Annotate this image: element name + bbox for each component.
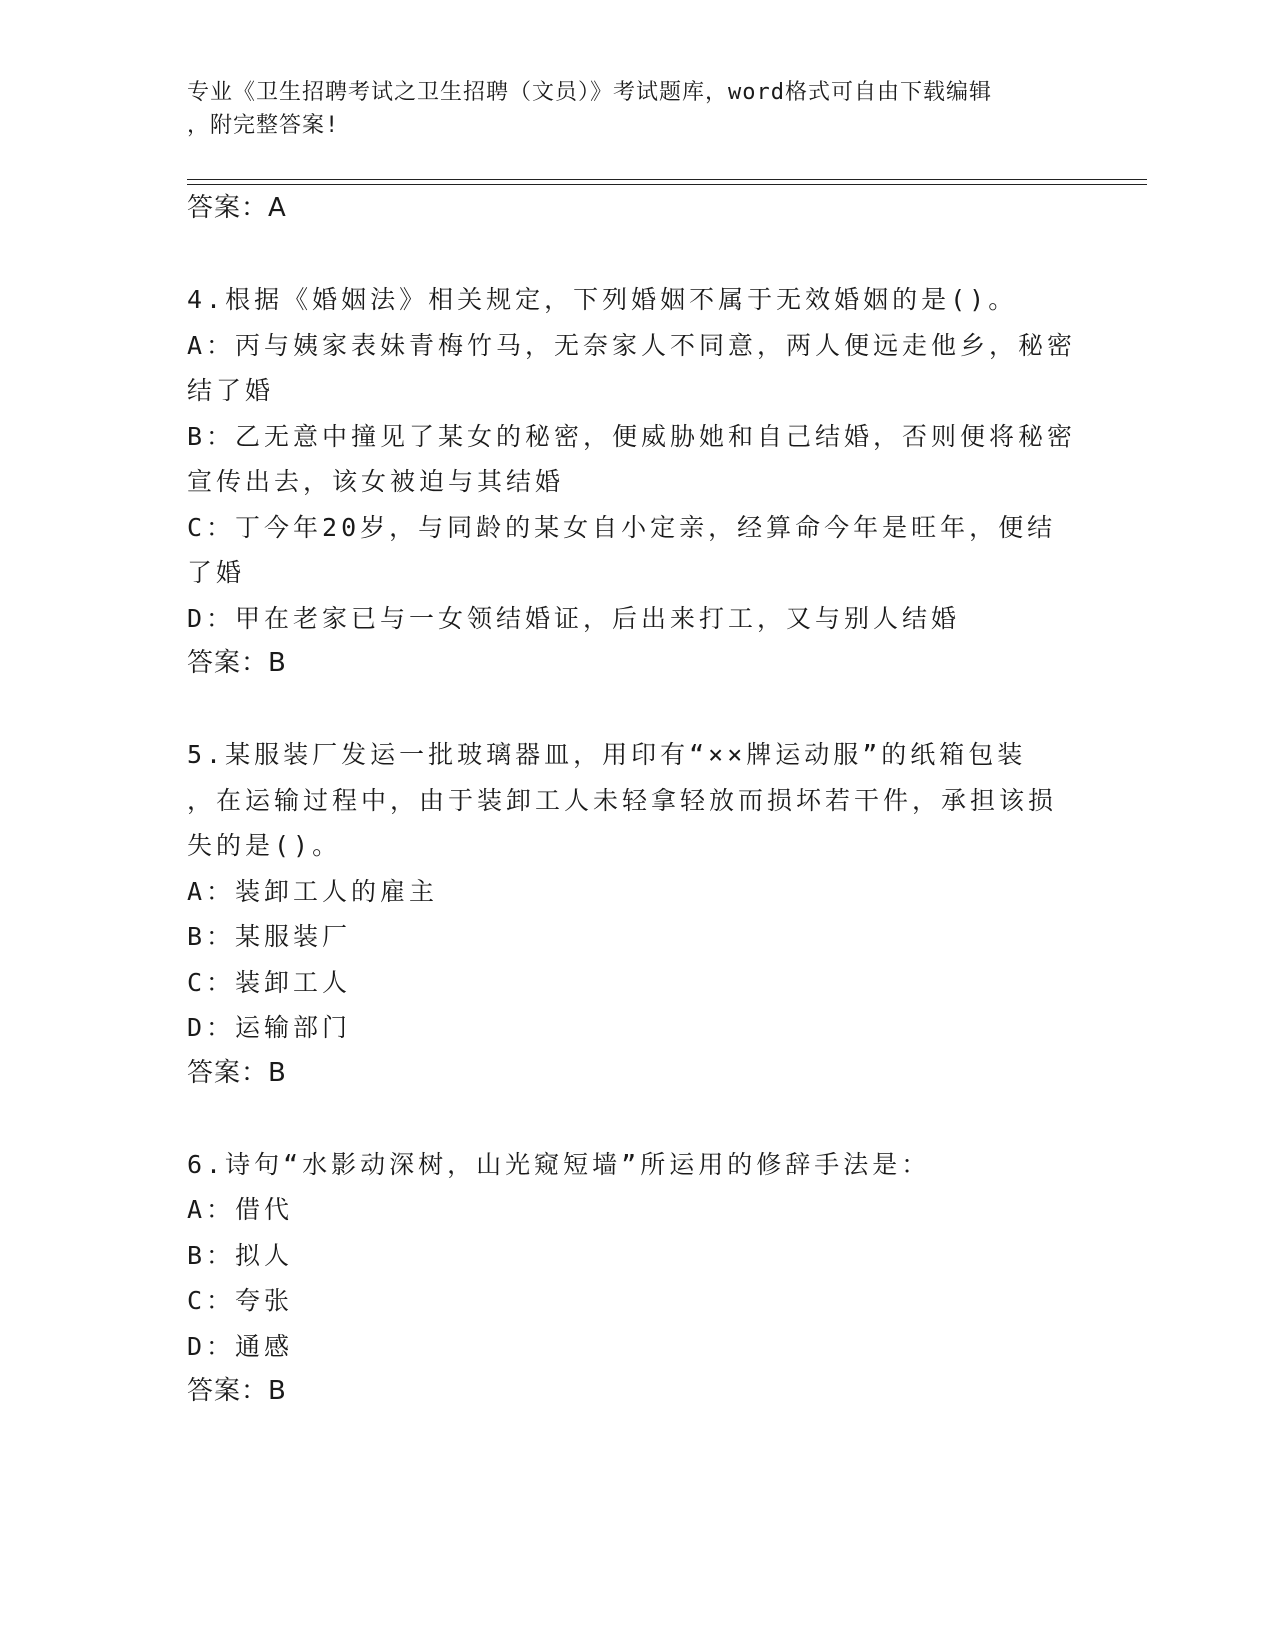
previous-answer: 答案：A	[187, 193, 287, 223]
header-rule-top	[187, 179, 1147, 180]
question-answer: 答案：B	[187, 1376, 287, 1406]
document-header	[187, 76, 1087, 142]
question-4	[187, 277, 1087, 687]
option-c: C：装卸工人	[187, 967, 352, 997]
option-b-line-1: B：乙无意中撞见了某女的秘密，便威胁她和自己结婚，否则便将秘密	[187, 421, 1077, 451]
question-stem-line: 6.诗句“水影动深树，山光窥短墙”所运用的修辞手法是：	[187, 1149, 931, 1179]
question-stem-line-2: ，在运输过程中，由于装卸工人未轻拿轻放而损坏若干件，承担该损	[187, 785, 1058, 815]
option-b: B：某服装厂	[187, 922, 352, 951]
question-answer: 答案：B	[187, 648, 287, 678]
question-answer: 答案：B	[187, 1057, 287, 1088]
question-stem-line-1: 5.某服装厂发运一批玻璃器皿，用印有“××牌运动服”的纸箱包装	[187, 740, 1027, 769]
option-a-line-2: 结了婚	[187, 376, 275, 405]
option-a: A：借代	[187, 1195, 294, 1224]
spacer	[187, 1096, 1087, 1142]
question-6	[187, 1142, 1087, 1415]
option-a-line-1: A：丙与姨家表妹青梅竹马，无奈家人不同意，两人便远走他乡，秘密	[187, 330, 1077, 360]
spacer	[187, 232, 1087, 278]
option-d: D：运输部门	[187, 1013, 352, 1042]
option-c-line-1: C：丁今年20岁，与同龄的某女自小定亲，经算命今年是旺年，便结	[187, 512, 1057, 542]
question-stem-line-3: 失的是()。	[187, 831, 342, 860]
question-5	[187, 732, 1087, 1096]
question-stem-line: 4.根据《婚姻法》相关规定，下列婚姻不属于无效婚姻的是()。	[187, 285, 1018, 314]
option-a: A：装卸工人的雇主	[187, 876, 439, 906]
document-body	[187, 186, 1087, 1415]
header-line-2: ，附完整答案!	[187, 113, 340, 138]
option-c: C：夸张	[187, 1286, 294, 1315]
option-b-line-2: 宣传出去，该女被迫与其结婚	[187, 467, 565, 496]
option-b: B：拟人	[187, 1240, 294, 1270]
header-line-1: 专业《卫生招聘考试之卫生招聘（文员）》考试题库，word格式可自由下载编辑	[187, 80, 992, 105]
header-rule-bottom	[187, 184, 1147, 185]
spacer	[187, 687, 1087, 733]
option-d: D：通感	[187, 1331, 294, 1361]
option-d-line-1: D：甲在老家已与一女领结婚证，后出来打工，又与别人结婚	[187, 603, 961, 633]
option-c-line-2: 了婚	[187, 558, 246, 587]
